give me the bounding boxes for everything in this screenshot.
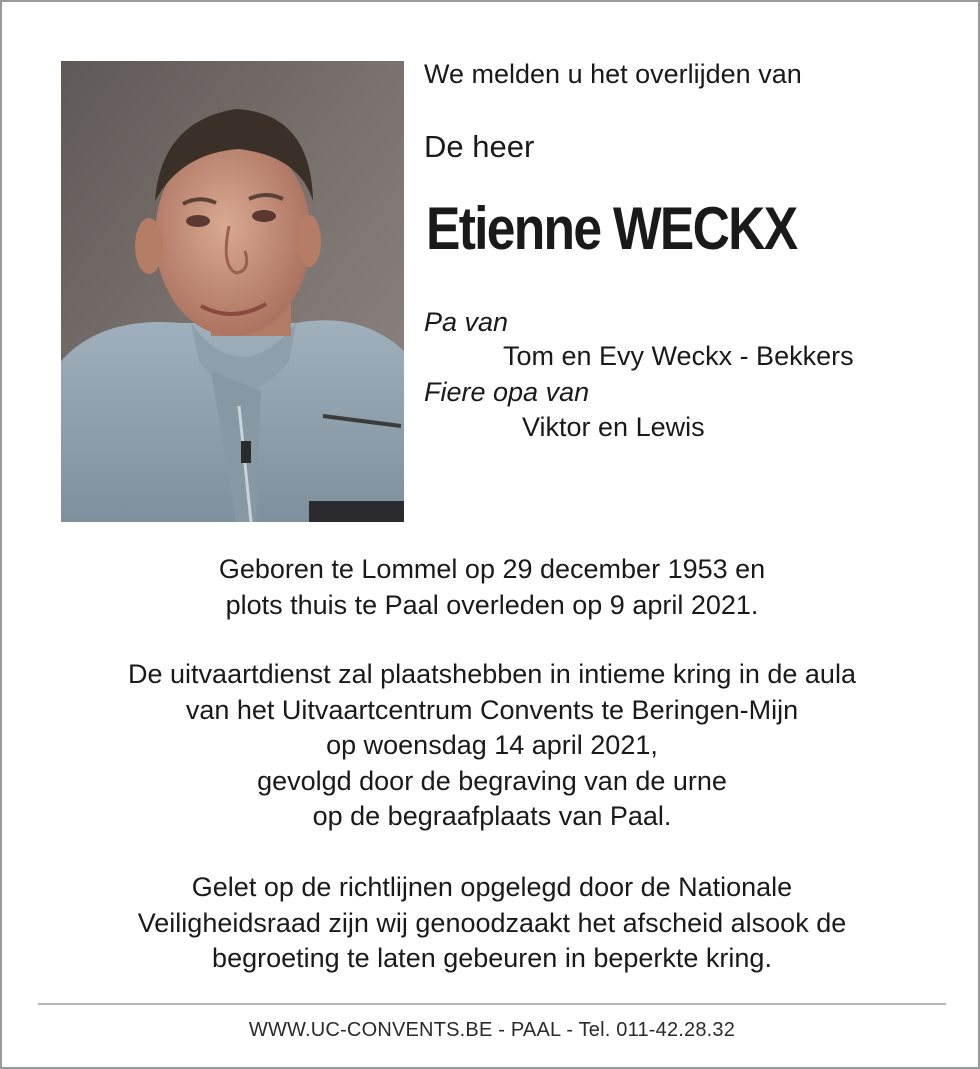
paragraph-line: Veiligheidsraad zijn wij genoodzaakt het afscheid alsook de: [137, 907, 847, 938]
notice-paragraph: [2, 870, 980, 977]
paragraph-line: van het Uitvaartcentrum Convents te Beringen-Mijn: [185, 694, 799, 725]
relation-label-grandfather: Fiere opa van: [424, 377, 590, 407]
paragraph-line: op de begraafplaats van Paal.: [312, 801, 672, 831]
paragraph-line: gevolgd door de begraving van de urne: [257, 765, 727, 796]
paragraph-line: begroeting te laten gebeuren in beperkte kring.: [212, 943, 772, 973]
intro-text: We melden u het overlijden van: [424, 59, 802, 89]
portrait-illustration: [61, 61, 404, 522]
honorific: De heer: [424, 129, 535, 164]
paragraph-line: De uitvaartdienst zal plaatshebben in intieme kring in de aula: [128, 659, 856, 689]
footer-divider: [38, 1003, 946, 1005]
paragraph-line: Geboren te Lommel op 29 december 1953 en: [218, 554, 766, 584]
relation-names-grandchildren: Viktor en Lewis: [522, 412, 705, 442]
paragraph-line: op woensdag 14 april 2021,: [326, 730, 658, 760]
ceremony-paragraph: [2, 657, 980, 835]
portrait-photo: [61, 61, 404, 522]
relation-names-children: Tom en Evy Weckx - Bekkers: [503, 341, 854, 371]
deceased-name: Etienne WECKX: [426, 195, 797, 262]
birth-death-paragraph: [2, 552, 980, 623]
footer-contact: WWW.UC-CONVENTS.BE - PAAL - Tel. 011-42.28.32: [248, 1019, 736, 1041]
relation-label-father: Pa van: [424, 307, 509, 337]
paragraph-line: Gelet op de richtlijnen opgelegd door de Nationale: [191, 872, 793, 902]
paragraph-line: plots thuis te Paal overleden op 9 april 2021.: [225, 589, 759, 620]
